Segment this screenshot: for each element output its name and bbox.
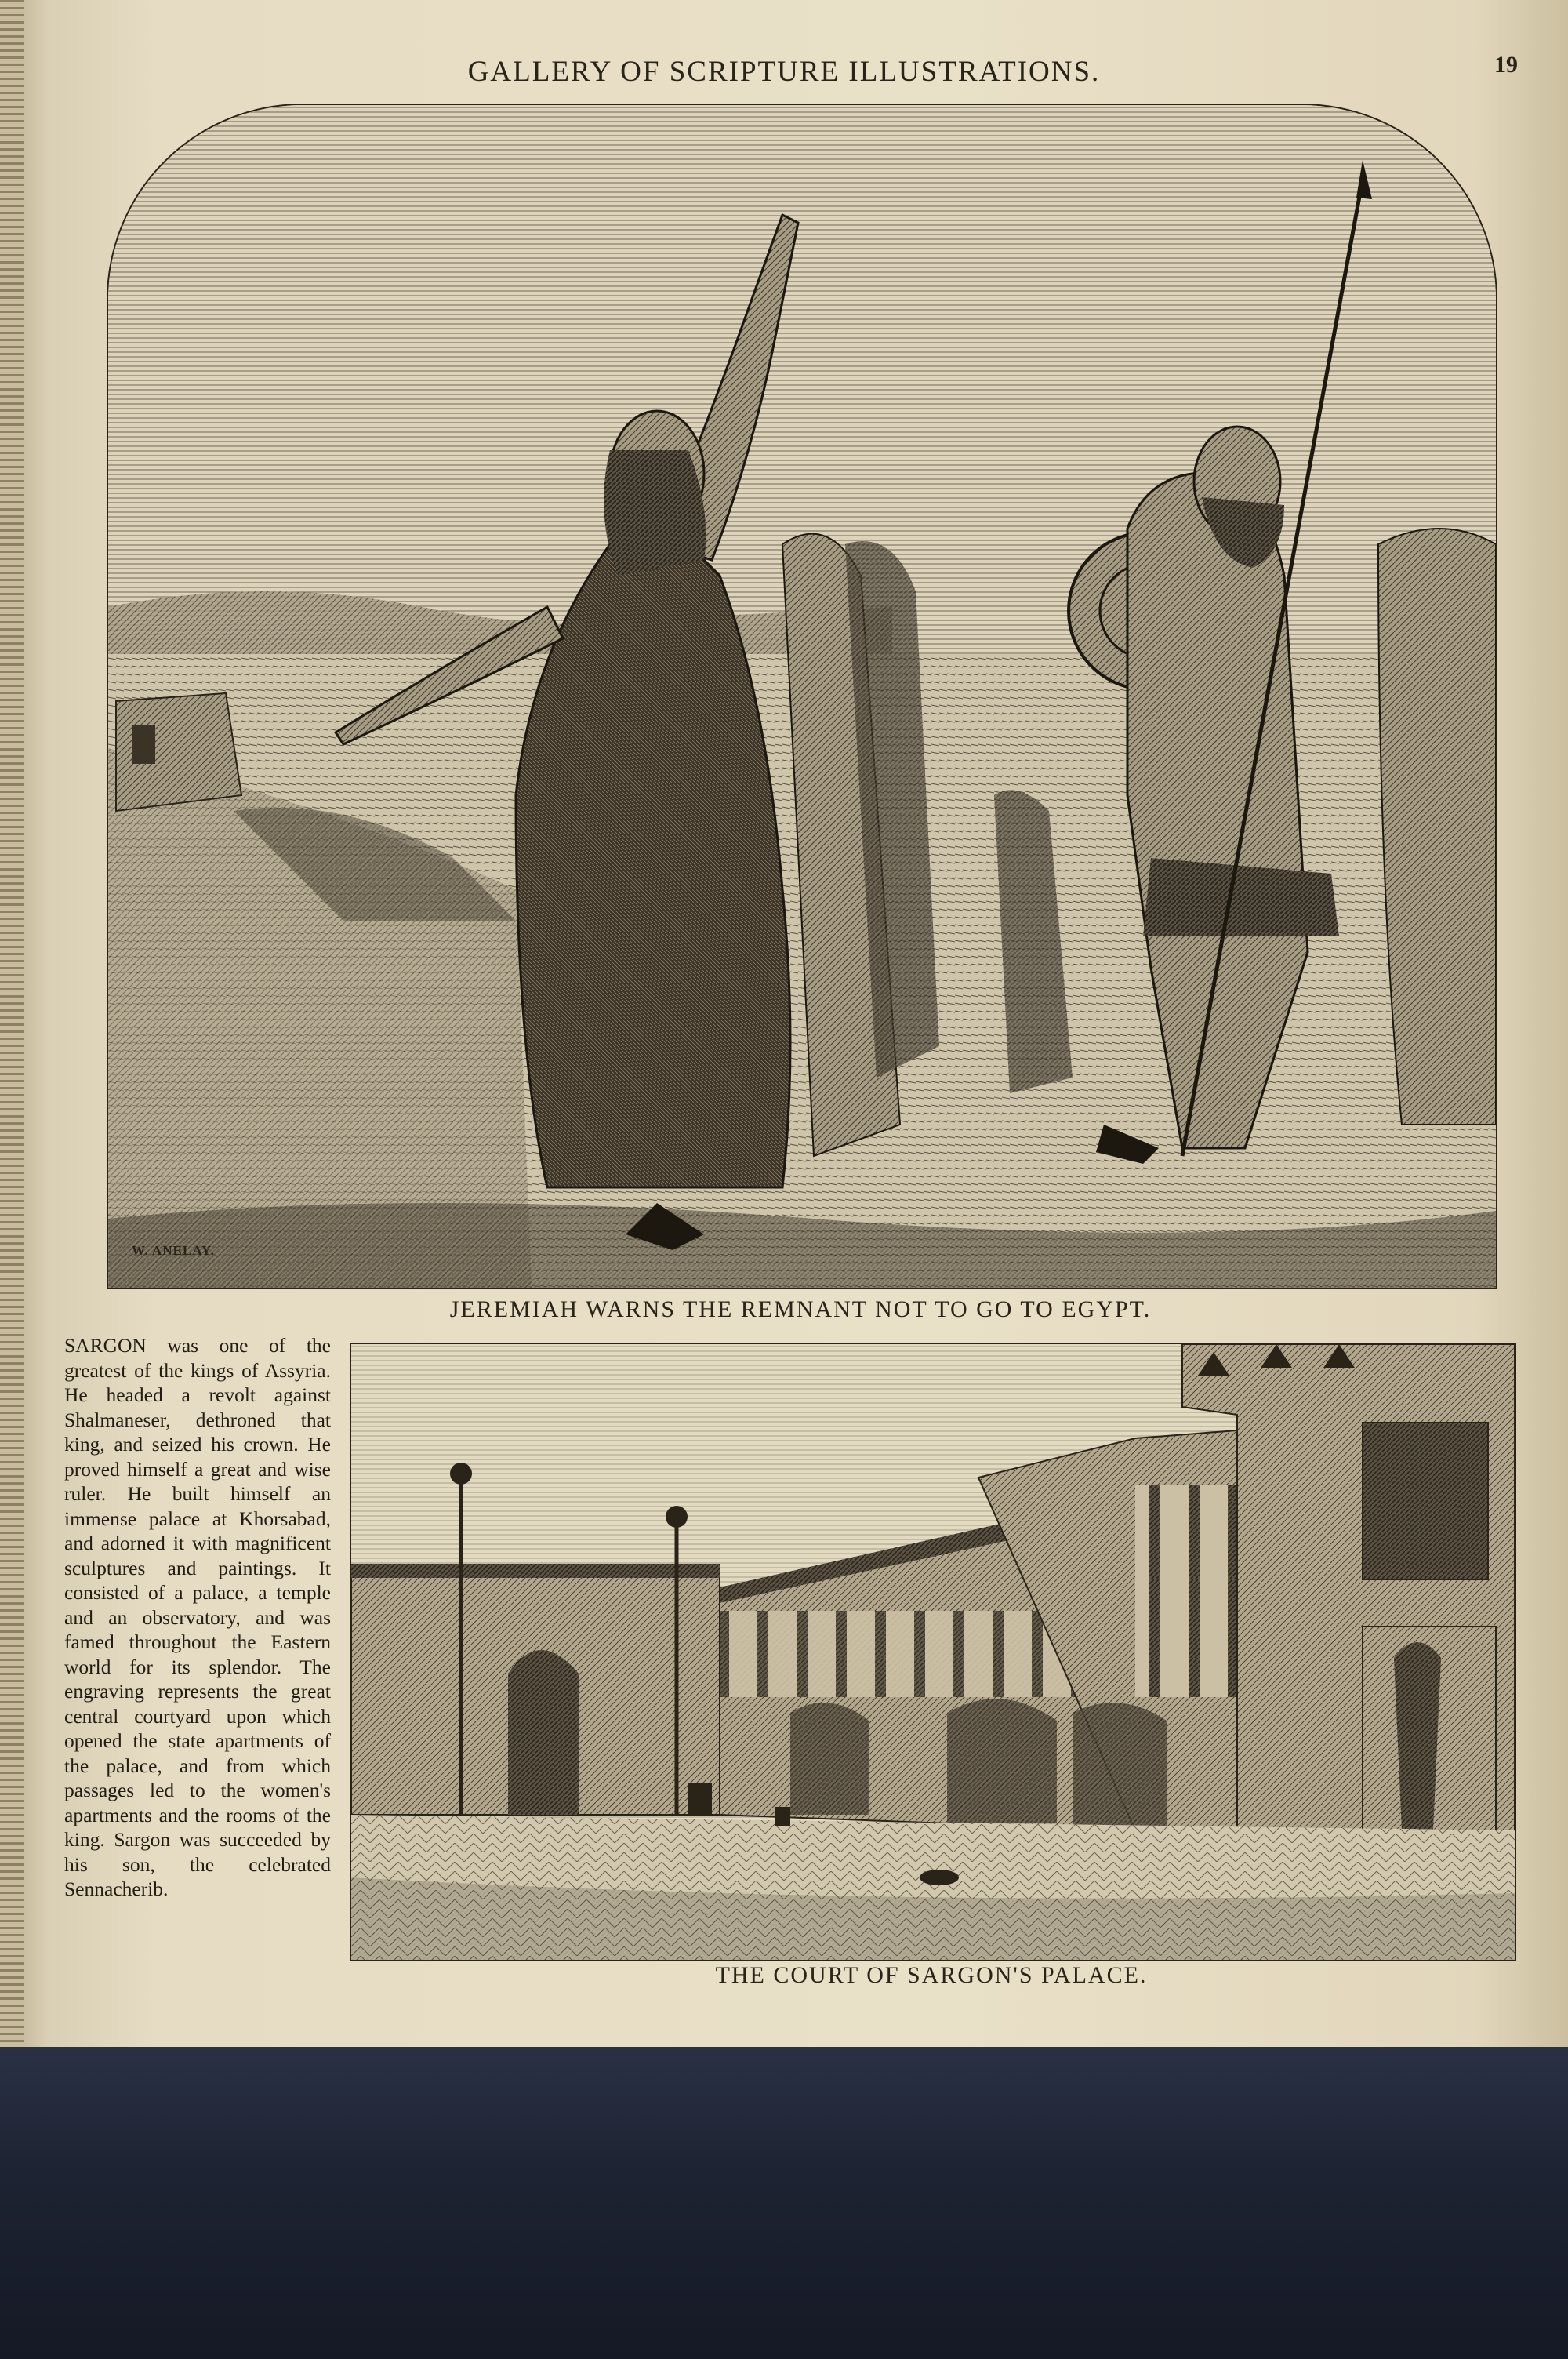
caption-sargon-court: THE COURT OF SARGON'S PALACE. (715, 1962, 1148, 1988)
artist-signature: W. ANELAY. (132, 1243, 215, 1258)
running-head: GALLERY OF SCRIPTURE ILLUSTRATIONS. (467, 56, 1101, 88)
page-gutter (0, 0, 24, 2047)
engraving-jeremiah (107, 104, 1497, 1289)
caption-jeremiah: JEREMIAH WARNS THE REMNANT NOT TO GO TO EGYPT. (449, 1296, 1152, 1322)
engraving-sargon-court (350, 1343, 1516, 1961)
desk-background (0, 2047, 1568, 2359)
page-number: 19 (1494, 52, 1518, 78)
article-text: SARGON was one of the greatest of the kings of Assyria. He headed a revolt against Shalmaneser, dethroned that king, and seized his crown. He proved himself a great and wise ruler. He built himself an immense palace at Khorsabad, and adorned it with magnificent sculptures and paintings. It consisted of a palace, a temple and an observatory, and was famed throughout the Eastern world for its splendor. The engraving represents the great central courtyard upon which opened the state apartments of the palace, and from which passages led to the women's apartments and the rooms of the king. Sargon was succeeded by his son, the celebrated Sennacherib. (64, 1334, 331, 1900)
